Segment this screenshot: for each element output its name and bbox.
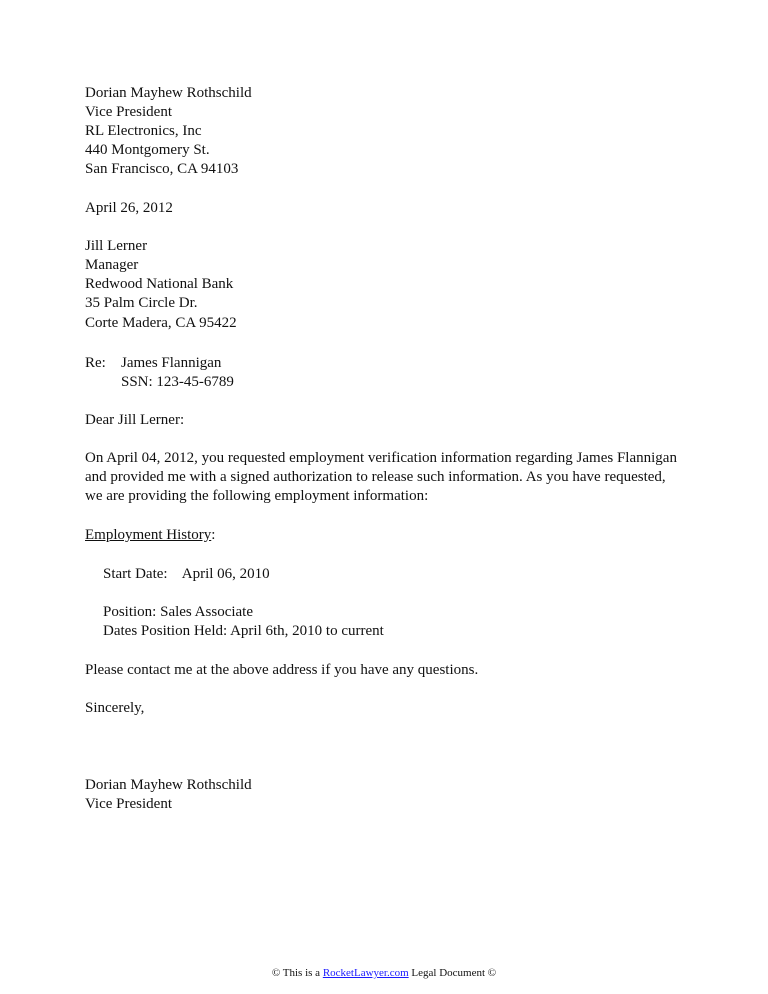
dates-position-held: Dates Position Held: April 6th, 2010 to current [103, 623, 384, 639]
employment-heading [85, 526, 215, 545]
start-date: Start Date: April 06, 2010 [103, 566, 270, 582]
signature-name: Dorian Mayhew Rothschild [85, 777, 252, 793]
recipient-city-state-zip: Corte Madera, CA 95422 [85, 315, 237, 331]
position: Position: Sales Associate [103, 604, 253, 620]
re-name: James Flannigan [121, 355, 222, 371]
rocketlawyer-link[interactable]: RocketLawyer.com [322, 967, 409, 979]
closing: Sincerely, [85, 700, 145, 716]
footer [0, 966, 768, 980]
body-line-2: and provided me with a signed authorization to release such information. As you have requested, [85, 469, 666, 485]
employment-heading-text: Employment History [85, 527, 212, 543]
recipient-company: Redwood National Bank [85, 276, 234, 292]
letter-date: April 26, 2012 [85, 200, 173, 216]
signature-title: Vice President [85, 796, 172, 812]
sender-title: Vice President [85, 104, 172, 120]
body-line-3: we are providing the following employment information: [85, 488, 429, 504]
footer-suffix: Legal Document © [408, 967, 497, 979]
re-ssn: SSN: 123-45-6789 [121, 374, 234, 390]
recipient-title: Manager [85, 257, 139, 273]
sender-company: RL Electronics, Inc [85, 123, 202, 139]
recipient-street: 35 Palm Circle Dr. [85, 295, 198, 311]
closing-paragraph: Please contact me at the above address if you have any questions. [85, 662, 479, 678]
re-label: Re: [85, 355, 106, 371]
body-line-1: On April 04, 2012, you requested employment verification information regarding James Flannigan [85, 450, 677, 466]
sender-street: 440 Montgomery St. [85, 142, 210, 158]
salutation: Dear Jill Lerner: [85, 412, 185, 428]
footer-prefix: © This is a [271, 967, 323, 979]
sender-name: Dorian Mayhew Rothschild [85, 85, 252, 101]
recipient-name: Jill Lerner [85, 238, 148, 254]
sender-city-state-zip: San Francisco, CA 94103 [85, 161, 239, 177]
employment-heading-colon: : [211, 527, 216, 543]
